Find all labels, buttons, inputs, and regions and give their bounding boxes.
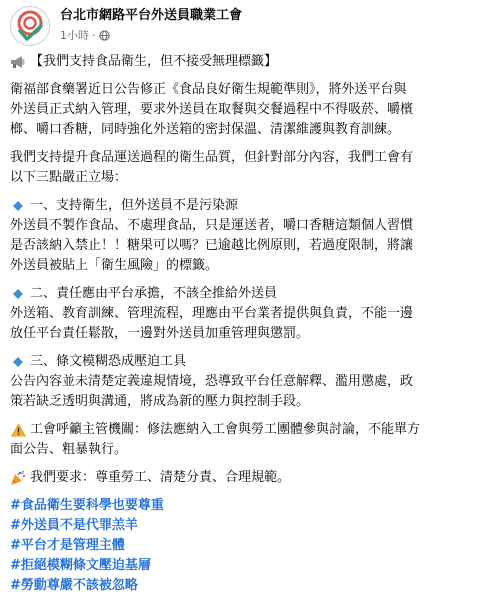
page-avatar[interactable] [10,6,50,46]
point-title: 二、責任應由平台承擔，不該全推給外送員 [30,286,278,301]
hashtag-link[interactable]: #拒絕模糊條文壓迫基層 [10,558,151,573]
hashtag-list [10,496,478,596]
globe-icon [99,30,110,41]
party-popper-icon [10,470,26,486]
stance-paragraph [10,148,478,188]
hashtag-link[interactable]: #外送員不是代罪羔羊 [10,518,138,533]
point-line: 外送員被貼上「衛生風險」的標籤。 [10,258,219,273]
hashtag-link[interactable]: #食品衛生要科學也要尊重 [10,498,164,513]
point-line: 公告內容並未清楚定義違規情境，恐導致平台任意解釋、濫用懲處，政 [10,374,414,389]
megaphone-icon [10,54,26,70]
point-3 [10,352,478,412]
warning-line: 面公告、粗暴執行。 [10,442,128,457]
point-title: 三、條文模糊恐成壓迫工具 [30,354,187,369]
point-line: 策若缺乏透明與溝通，將成為新的壓力與控制手段。 [10,394,310,409]
union-logo-icon [13,9,47,43]
hashtag-link[interactable]: #平台才是管理主體 [10,538,125,553]
warning-paragraph [10,420,478,460]
warning-icon [10,422,26,438]
stance-line: 我們支持提升食品運送過程的衛生品質，但針對部分內容，我們工會有 [10,150,414,165]
meta-separator: · [92,29,96,42]
point-line: 外送員不製作食品、不處理食品，只是運送者，嚼口香糖這類個人習慣 [10,218,414,233]
stance-line: 以下三點嚴正立場： [10,170,128,185]
blue-diamond-icon [10,354,26,370]
post-body [10,52,478,488]
blue-diamond-icon [10,286,26,302]
point-line: 放任平台責任鬆散，一邊對外送員加重管理與懲罰。 [10,326,310,341]
headline [10,52,478,72]
blue-diamond-icon [10,198,26,214]
point-title: 一、支持衛生，但外送員不是污染源 [30,198,239,213]
warning-line: 工會呼籲主管機關：修法應納入工會與勞工團體參與討論，不能單方 [30,422,421,437]
intro-paragraph [10,80,478,140]
point-1 [10,196,478,276]
headline-text: 【我們支持食品衛生，但不接受無理標籤】 [30,54,278,69]
point-2 [10,284,478,344]
post-timestamp[interactable]: 1小時 [60,29,89,42]
intro-line: 榔、嚼口香糖，同時強化外送箱的密封保溫、清潔維護與教育訓練。 [10,122,401,137]
demand-paragraph [10,468,478,488]
post-header [10,0,478,52]
post-meta [60,29,242,42]
intro-line: 衛福部食藥署近日公告修正《食品良好衛生規範準則》，將外送平台與 [10,82,407,97]
point-line: 外送箱、教育訓練、管理流程，理應由平台業者提供與負責，不能一邊 [10,306,414,321]
hashtag-link[interactable]: #勞動尊嚴不該被忽略 [10,578,138,593]
point-line: 是否該納入禁止！！糖果可以嗎？已逾越比例原則，若過度限制，將讓 [10,238,414,253]
intro-line: 外送員正式納入管理，要求外送員在取餐與交餐過程中不得吸菸、嚼檳 [10,102,414,117]
demand-text: 我們要求：尊重勞工、清楚分責、合理規範。 [30,470,291,485]
page-name-link[interactable]: 台北市網路平台外送員職業工會 [60,8,243,23]
